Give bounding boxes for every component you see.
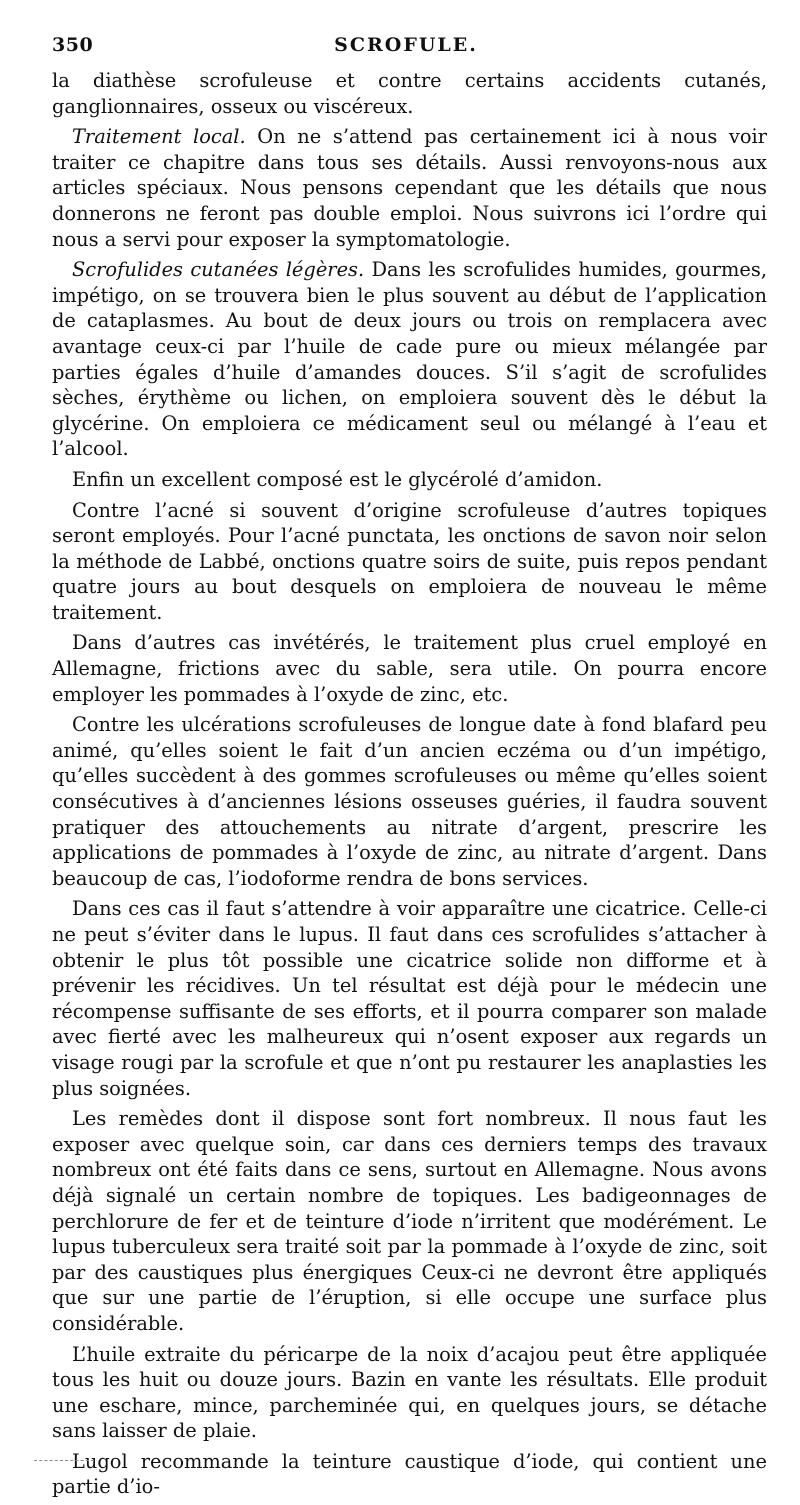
- paragraph: [52, 68, 767, 119]
- paragraph-lead: Traitement local.: [72, 125, 246, 149]
- paragraph-text: L’huile extraite du péricarpe de la noix d’acajou peut être appliquée tous les huit ou douze jours. Bazin en vante les résultats. Elle produit une eschare, mince, parcheminée qui, en quelques jours, se détache sans laisser de plaie.: [52, 1342, 767, 1443]
- paragraph: [52, 498, 767, 626]
- paragraph: [52, 1106, 767, 1336]
- paragraph-text: Dans les scrofulides humides, gourmes, impétigo, on se trouvera bien le plus souvent au début de l’application de cataplasmes. Au bout de deux jours ou trois on remplacera avec avantage ceux-ci par l’huile de cade pure ou mieux mélangée par parties égales d’huile d’amandes douces. S’il s’agit de scrofulides sèches, érythème ou lichen, on emploiera souvent dès le début la glycérine. On emploiera ce médicament seul ou mélangé à l’eau et l’alcool.: [52, 258, 767, 461]
- paragraph-text: Lugol recommande la teinture caustique d’iode, qui contient une partie d’io-: [52, 1449, 767, 1499]
- page-body: [52, 68, 767, 1505]
- paragraph: [52, 467, 767, 493]
- page-number: 350: [52, 34, 94, 56]
- paragraph: [52, 630, 767, 707]
- paragraph: [52, 896, 767, 1101]
- paragraph-text: Dans d’autres cas invétérés, le traitement plus cruel employé en Allemagne, frictions avec du sable, sera utile. On pourra encore employer les pommades à l’oxyde de zinc, etc.: [52, 631, 767, 706]
- paragraph-text: Contre les ulcérations scrofuleuses de longue date à fond blafard peu animé, qu’elles soient le fait d’un ancien eczéma ou d’un impétigo, qu’elles succèdent à des gommes scrofuleuses ou même qu’elles soient consécutives à d’anciennes lésions osseuses guéries, il faudra souvent pratiquer des attouchements au nitrate d’argent, prescrire les applications de pommades à l’oxyde de zinc, au nitrate d’argent. Dans beaucoup de cas, l’iodoforme rendra de bons services.: [52, 713, 767, 890]
- paragraph-text: Dans ces cas il faut s’attendre à voir apparaître une cicatrice. Celle-ci ne peut s’éviter dans le lupus. Il faut dans ces scrofulides s’attacher à obtenir le plus tôt possible une cicatrice solide non difforme et à prévenir les récidives. Un tel résultat est déjà pour le médecin une récompense suffisante de ses efforts, et il pourra comparer son malade avec fierté avec les malheureux qui n’osent exposer aux regards un visage rougi par la scrofule et que n’ont pu restaurer les anaplasties les plus soignées.: [52, 897, 767, 1100]
- paragraph: [52, 257, 767, 462]
- paragraph: [52, 1449, 767, 1500]
- paragraph-text: Les remèdes dont il dispose sont fort nombreux. Il nous faut les exposer avec quelque soin, car dans ces derniers temps des travaux nombreux ont été faits dans ce sens, surtout en Allemagne. Nous avons déjà signalé un certain nombre de topiques. Les badigeonnages de perchlorure de fer et de teinture d’iode n’irritent que modérément. Le lupus tuberculeux sera traité soit par la pommade à l’oxyde de zinc, soit par des caustiques plus énergiques Ceux-ci ne devront être appliqués que sur une partie de l’éruption, si elle occupe une surface plus considérable.: [52, 1107, 767, 1335]
- paragraph: [52, 1342, 767, 1444]
- paragraph-lead: Scrofulides cutanées légères.: [72, 258, 365, 282]
- paragraph-text: la diathèse scrofuleuse et contre certains accidents cutanés, ganglionnaires, osseux ou viscéreux.: [52, 69, 767, 118]
- paragraph-text: Enfin un excellent composé est le glycérolé d’amidon.: [72, 467, 603, 491]
- paragraph: [52, 124, 767, 252]
- page-header: [52, 30, 760, 60]
- running-title: SCROFULE.: [334, 34, 478, 56]
- paragraph-text: On ne s’attend pas certainement ici à nous voir traiter ce chapitre dans tous ses détails. Aussi renvoyons-nous aux articles spéciaux. Nous pensons cependant que les détails que nous donnerons ne feront pas double emploi. Nous suivrons ici l’ordre qui nous a servi pour exposer la symptomatologie.: [52, 125, 767, 251]
- footer-divider: [34, 1460, 94, 1461]
- paragraph-text: Contre l’acné si souvent d’origine scrofuleuse d’autres topiques seront employés. Pour l’acné punctata, les onctions de savon noir selon la méthode de Labbé, onctions quatre soirs de suite, puis repos pendant quatre jours au bout desquels on emploiera de nouveau le même traitement.: [52, 498, 767, 624]
- paragraph: [52, 712, 767, 891]
